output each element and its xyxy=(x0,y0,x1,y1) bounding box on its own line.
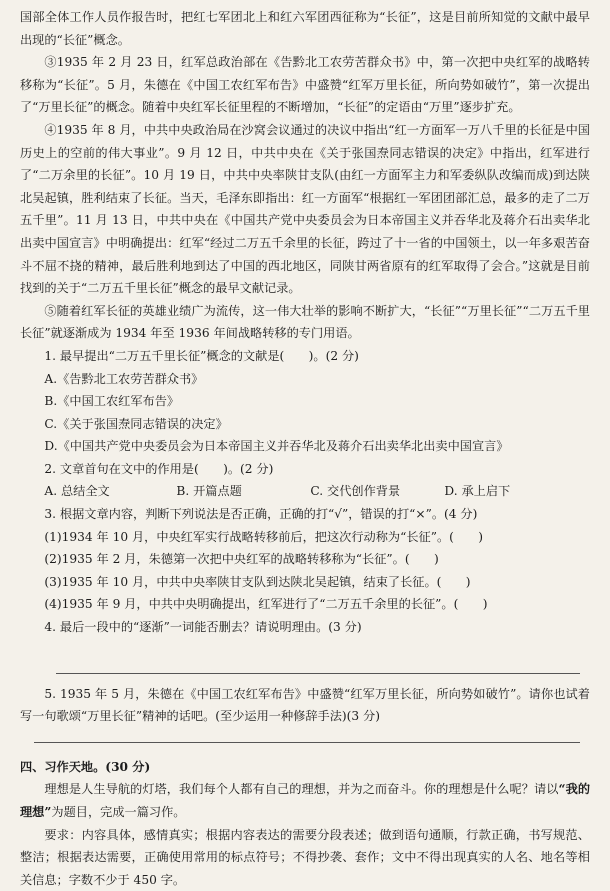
question-3-item-3: (3)1935 年 10 月，中共中央率陕甘支队到达陕北吴起镇，结束了长征。( ) xyxy=(44,574,471,589)
section-4-title: 四、习作天地。(30 分) xyxy=(20,759,151,774)
essay-prompt-after: 为题目，完成一篇习作。 xyxy=(51,805,186,819)
answer-line xyxy=(34,742,580,743)
question-2-option-c: C. 交代创作背景 xyxy=(310,484,401,499)
question-1-option-a: A.《告黔北工农劳苦群众书》 xyxy=(44,371,204,386)
question-1-stem: 1. 最早提出“二万五千里长征”概念的文献是( )。(2 分) xyxy=(44,348,359,363)
essay-prompt xyxy=(20,778,590,823)
question-2-option-d: D. 承上启下 xyxy=(444,484,511,499)
question-4-answer-area[interactable] xyxy=(20,639,590,683)
question-4-stem: 4. 最后一段中的“逐渐”一词能否删去？请说明理由。(3 分) xyxy=(44,620,362,635)
question-1-option-d: D.《中国共产党中央委员会为日本帝国主义并吞华北及蒋介石出卖华北出卖中国宣言》 xyxy=(44,439,509,454)
question-2-option-b: B. 开篇点题 xyxy=(176,484,242,499)
question-3-item-2: (2)1935 年 2 月，朱德第一次把中央红军的战略转移称为“长征”。( ) xyxy=(44,552,439,567)
answer-line xyxy=(56,673,580,674)
passage-paragraph-3: ③1935 年 2 月 23 日，红军总政治部在《告黔北工农劳苦群众书》中，第一次把中央红军的战略转移称为“长征”。5 月，朱德在《中国工农红军布告》中盛赞“红军万里长征，所向势如破竹”，第一次提出了“万里长征”的概念。随着中央红军长征里程的不断增加，“长征”的定语由“万里”逐步扩充。 xyxy=(20,55,590,115)
question-1-option-b: B.《中国工农红军布告》 xyxy=(44,394,180,409)
passage-paragraph-2-end: 国部全体工作人员作报告时，把红七军团北上和红六军团西征称为“长征”，这是目前所知觉的文献中最早出现的“长征”概念。 xyxy=(20,10,590,47)
question-5-stem: 5. 1935 年 5 月，朱德在《中国工农红军布告》中盛赞“红军万里长征，所向势如破竹”。请你也试着写一句歌颂“万里长征”精神的话吧。(至少运用一种修辞手法)(3 分) xyxy=(20,686,590,724)
question-2-option-a: A. 总结全文 xyxy=(44,484,110,499)
question-2-options xyxy=(20,480,590,503)
essay-requirements: 要求：内容具体，感情真实；根据内容表达的需要分段表述；做到语句通顺，行款正确，书写规范、整洁；根据表达需要，正确使用常用的标点符号；不得抄袭、套作；文中不得出现真实的人名、地名等相关信息；字数不少于 450 字。 xyxy=(20,827,590,887)
question-3-stem: 3. 根据文章内容，判断下列说法是否正确，正确的打“√”，错误的打“×”。(4 分) xyxy=(44,507,478,522)
essay-prompt-before: 理想是人生导航的灯塔，我们每个人都有自己的理想，并为之而奋斗。你的理想是什么呢？请以 xyxy=(44,782,559,797)
question-3-item-4: (4)1935 年 9 月，中共中央明确提出，红军进行了“二万五千余里的长征”。( ) xyxy=(44,597,488,612)
question-1-option-c: C.《关于张国焘同志错误的决定》 xyxy=(44,416,228,431)
passage-paragraph-4: ④1935 年 8 月，中共中央政治局在沙窝会议通过的决议中指出“红一方面军一万八千里的长征是中国历史上的空前的伟大事业”。9 月 12 日，中共中央在《关于张国焘同志错误的决定》中指出，红军进行了“二万余里的长征”。10 月 19 日，中共中央率陕甘支队(由红一方面军主力和军委纵队改编而成)到达陕北吴起镇，胜利结束了长征。当天，毛泽东即指出：红一方面军“根据红一军团团部汇总，最多的走了二万五千里”。11 月 13 日，中共中央在《中国共产党中央委员会为日本帝国主义并吞华北及蒋介石出卖华北出卖中国宣言》中明确提出：红军“经过二万五千余里的长征，跨过了十一省的中国领土，以一年多艰苦奋斗不屈不挠的精神，最后胜利地到达了中国的西北地区，同陕甘两省原有的红军取得了会合。”这就是目前找到的关于“二万五千里长征”概念的最早文献记录。 xyxy=(20,122,590,296)
question-5-answer-area[interactable] xyxy=(20,728,590,754)
essay-title: “我的理想” xyxy=(20,782,591,819)
question-3-item-1: (1)1934 年 10 月，中央红军实行战略转移前后，把这次行动称为“长征”。( ) xyxy=(44,529,484,544)
passage-paragraph-5: ⑤随着红军长征的英雄业绩广为流传，这一伟大壮举的影响不断扩大，“长征”“万里长征”“二万五千里长征”就逐渐成为 1934 年至 1936 年间战略转移的专门用语。 xyxy=(20,303,590,341)
question-2-stem: 2. 文章首句在文中的作用是( )。(2 分) xyxy=(44,461,274,476)
